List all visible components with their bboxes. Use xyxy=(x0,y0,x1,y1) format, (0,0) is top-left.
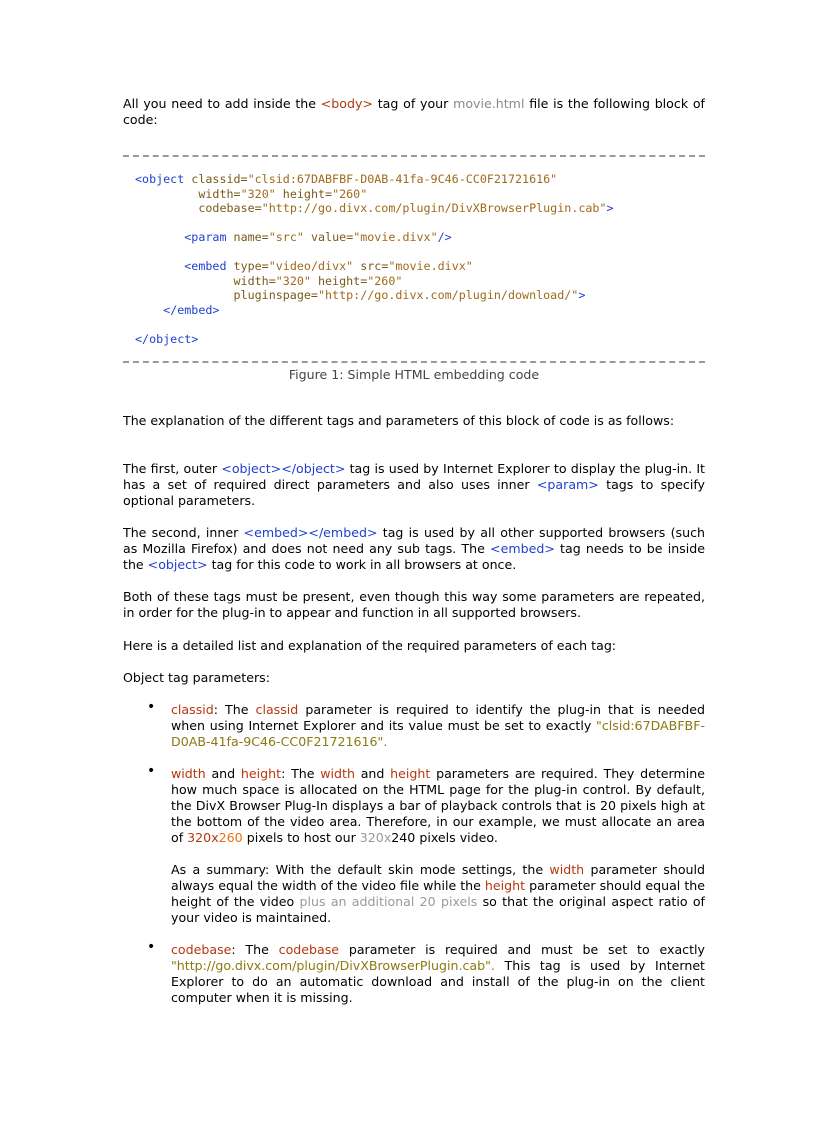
code-token: "http://go.divx.com/plugin/download/" xyxy=(317,288,579,302)
text: parameter should equal the height of the video xyxy=(171,878,705,909)
param-name: width xyxy=(320,766,355,781)
code-token: height= xyxy=(310,273,368,288)
embed-tag-paragraph xyxy=(123,525,705,573)
text: : The xyxy=(213,702,256,717)
list-item-codebase xyxy=(147,939,705,1006)
bullet-icon: • xyxy=(147,939,156,955)
text: As a summary: With the default skin mode settings, the xyxy=(171,862,550,877)
text: so that the original aspect ratio of your video is maintained. xyxy=(171,894,705,925)
list-item-width-height xyxy=(147,763,706,846)
code-token: "clsid:67DABFBF-D0AB-41fa-9C46-CC0F21721616" xyxy=(247,172,558,186)
list-item-classid xyxy=(147,699,705,750)
param-name: codebase xyxy=(278,942,340,957)
code-token: "movie.divx" xyxy=(353,230,438,244)
code-token: "260" xyxy=(367,273,403,288)
param-name: height xyxy=(484,878,526,893)
param-name: classid xyxy=(171,702,214,717)
code-token: height= xyxy=(275,186,333,201)
code-token: "movie.divx" xyxy=(388,259,473,273)
param-name: width xyxy=(549,862,585,877)
list-intro-paragraph: Here is a detailed list and explanation of the required parameters of each tag: xyxy=(123,638,617,653)
both-tags-paragraph: Both of these tags must be present, even though this way some parameters are repeated, in order for the plug-in to appear and function in all supported browsers. xyxy=(123,589,705,620)
code-token: value= xyxy=(303,230,354,244)
intro-text: file is the following block of code: xyxy=(123,96,705,127)
code-token: width= xyxy=(233,273,276,288)
text: and xyxy=(354,766,391,781)
code-token: "src" xyxy=(268,230,304,244)
figure-caption: Figure 1: Simple HTML embedding code xyxy=(288,367,540,382)
code-token: "320" xyxy=(240,186,276,201)
additional-pixels-note: plus an additional 20 pixels xyxy=(299,894,478,909)
text: 240 pixels video. xyxy=(391,830,498,845)
tag-ref: <object> xyxy=(147,557,208,572)
text: The second, inner xyxy=(123,525,244,540)
text: parameter is required and must be set to exactly xyxy=(339,942,705,957)
code-token: > xyxy=(578,288,586,302)
text: tags to specify optional parameters. xyxy=(123,477,705,508)
tag-ref: <embed> xyxy=(490,541,555,556)
text: tag for this code to work in all browsers at once. xyxy=(207,557,517,572)
code-token: </object> xyxy=(135,331,199,346)
intro-text: All you need to add inside the xyxy=(123,96,321,111)
text: : The xyxy=(231,942,279,957)
intro-paragraph xyxy=(123,96,705,128)
code-token: name= xyxy=(226,230,269,244)
param-name: height xyxy=(390,766,431,781)
body-tag-ref: <body> xyxy=(320,96,373,111)
code-token: /> xyxy=(437,230,452,244)
tag-ref: <object></object> xyxy=(221,461,346,476)
param-name: height xyxy=(240,766,282,781)
bullet-icon: • xyxy=(147,699,156,715)
tag-ref: <embed></embed> xyxy=(243,525,378,540)
code-token: <param xyxy=(184,230,227,244)
code-token: <embed xyxy=(184,259,227,273)
filename: movie.html xyxy=(453,96,525,111)
text: The first, outer xyxy=(123,461,222,476)
code-token: > xyxy=(606,201,614,215)
text: tag is used by Internet Explorer to display the plug-in. It has a set of required direct parameters and also uses inner xyxy=(123,461,705,492)
code-token: "video/divx" xyxy=(268,259,354,273)
code-token: classid= xyxy=(184,172,248,186)
param-value: "http://go.divx.com/plugin/DivXBrowserPlugin.cab". xyxy=(171,958,495,973)
intro-text: tag of your xyxy=(373,96,454,111)
divider-top xyxy=(123,155,705,157)
text: pixels to host our xyxy=(242,830,360,845)
code-token: width= xyxy=(198,186,241,201)
parameter-list xyxy=(147,699,706,1006)
code-token: type= xyxy=(226,259,269,273)
param-name: classid xyxy=(255,702,299,717)
object-params-heading: Object tag parameters: xyxy=(123,670,270,685)
code-token: "260" xyxy=(332,186,368,201)
tag-ref: <param> xyxy=(536,477,599,492)
text: parameters are required. They determine how much space is allocated on the HTML page for the plug-in control. By default, the DivX Browser Plug-In displays a bar of playback controls that is 20 pixels high at the bottom of the video area. Therefore, in our example, we must allocate an area of xyxy=(171,766,706,845)
text: and xyxy=(205,766,241,781)
area-height: 260 xyxy=(218,830,243,845)
code-block xyxy=(135,172,614,346)
video-width: 320x xyxy=(359,830,392,845)
code-token: "320" xyxy=(275,273,311,288)
text: : The xyxy=(281,766,321,781)
param-name: width xyxy=(171,766,206,781)
text: parameter is required to identify the plug-in that is needed when using Internet Explorer and its value must be set to exactly xyxy=(171,702,705,733)
code-token: src= xyxy=(353,259,389,273)
text: parameter should always equal the width of the video file while the xyxy=(171,862,705,893)
code-token: pluginspage= xyxy=(233,288,318,302)
text: This tag is used by Internet Explorer to do an automatic download and install of the plug-in on the client computer when it is missing. xyxy=(171,958,705,1005)
divider-bottom xyxy=(123,361,705,363)
code-token: <object xyxy=(135,172,185,186)
param-name: codebase xyxy=(171,942,232,957)
bullet-icon: • xyxy=(147,763,156,779)
code-token: </embed> xyxy=(163,302,220,317)
code-token: "http://go.divx.com/plugin/DivXBrowserPlugin.cab" xyxy=(261,201,607,215)
summary-paragraph xyxy=(171,862,705,926)
object-tag-paragraph xyxy=(123,461,705,509)
code-token: codebase= xyxy=(198,201,262,215)
explanation-paragraph: The explanation of the different tags and parameters of this block of code is as follows: xyxy=(123,413,675,428)
area-width: 320x xyxy=(187,830,219,845)
text: tag is used by all other supported browsers (such as Mozilla Firefox) and does not need any sub tags. The xyxy=(123,525,705,556)
text: tag needs to be inside the xyxy=(123,541,705,572)
param-value: "clsid:67DABFBF-D0AB-41fa-9C46-CC0F21721616". xyxy=(171,718,705,749)
